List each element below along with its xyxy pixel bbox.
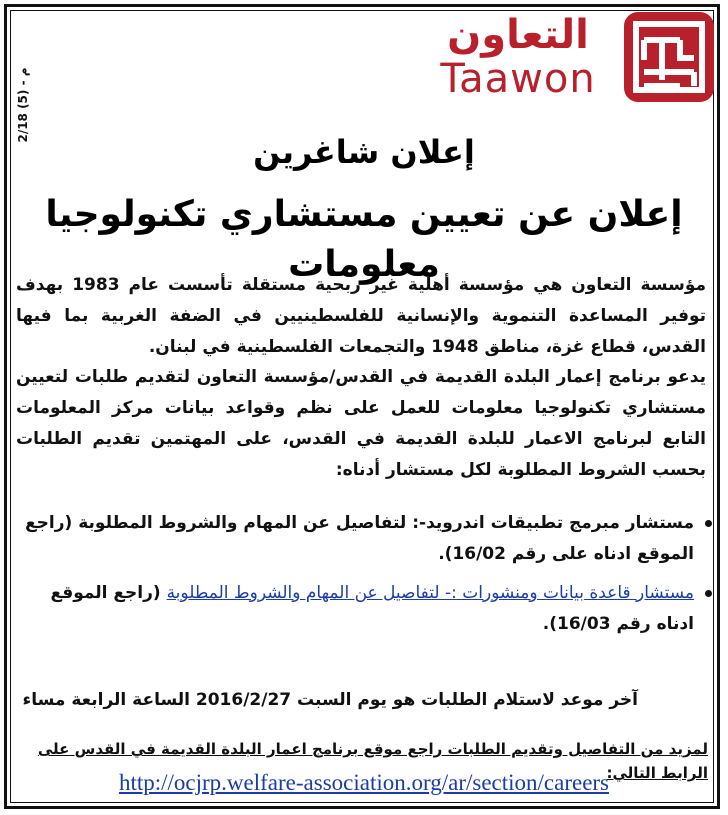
- logo-english-text: Taawon: [440, 56, 596, 102]
- careers-link[interactable]: http://ocjrp.welfare-association.org/ar/section/careers: [118, 770, 610, 795]
- paragraph-intro: مؤسسة التعاون هي مؤسسة أهلية غير ربحية مستقلة تأسست عام 1983 بهدف توفير المساعدة التنموية والإنسانية للفلسطينيين في الضفة الغربية بما فيها القدس، قطاع غزة، مناطق 1948 والتجمعات الفلسطينية في لبنان.: [16, 275, 707, 357]
- heading-secondary: إعلان عن تعيين مستشاري تكنولوجيا معلومات: [45, 194, 683, 285]
- taawon-logo: [416, 10, 716, 106]
- logo-arabic-text: التعاون: [447, 12, 589, 58]
- heading-primary: إعلان شاغرين: [253, 133, 475, 171]
- bullet-dot-icon: [705, 520, 712, 527]
- list-item: [16, 508, 716, 570]
- bullet-list: [16, 508, 716, 648]
- bullet-link[interactable]: مستشار قاعدة بيانات ومنشورات :- لتفاصيل عن المهام والشروط المطلوبة: [166, 583, 694, 603]
- bullet-text: مستشار مبرمج تطبيقات اندرويد-: لتفاصيل عن المهام والشروط المطلوبة (راجع الموقع ادناه على رقم 16/02).: [25, 513, 694, 564]
- paragraph-call: يدعو برنامج إعمار البلدة القديمة في القدس/مؤسسة التعاون لتقديم طلبات لتعيين مستشاري تكنولوجيا معلومات للعمل على نظم وقواعد بيانات مركز المعلومات التابع لبرنامج الاعمار للبلدة القديمة في القدس، على المهتمين تقديم الطلبات بحسب الشروط المطلوبة لكل مستشار أدناه:: [16, 367, 706, 480]
- deadline-text: آخر موعد لاستلام الطلبات هو يوم السبت 2016/2/27 الساعة الرابعة مساء: [22, 690, 638, 710]
- list-item: [16, 578, 716, 640]
- bullet-dot-icon: [705, 590, 712, 597]
- taawon-logo-mark-icon: [622, 10, 716, 104]
- publication-code: 2/18 (5) - م: [16, 67, 30, 143]
- more-info-text: لمزيد من التفاصيل وتقديم الطلبات راجع موقع برنامج اعمار البلدة القديمة في القدس على الرابط التالي:: [37, 740, 708, 782]
- bullet-text: (راجع الموقع ادناه رقم 16/03).: [50, 583, 694, 634]
